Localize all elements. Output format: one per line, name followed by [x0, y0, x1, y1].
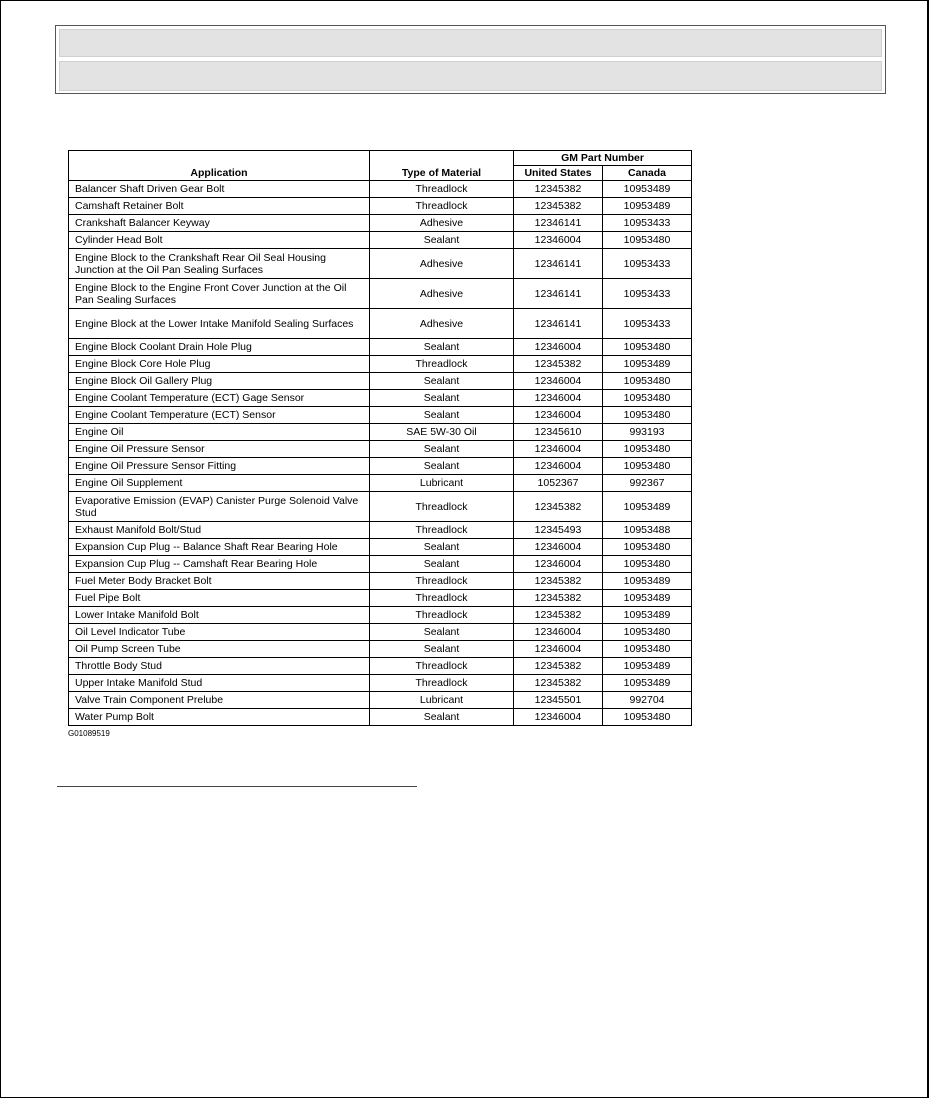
- application-cell: Engine Oil Pressure Sensor: [69, 441, 370, 458]
- material-cell: Sealant: [370, 232, 514, 249]
- material-cell: Adhesive: [370, 249, 514, 279]
- table-row: [69, 390, 692, 407]
- table-body: [69, 181, 692, 726]
- material-cell: Threadlock: [370, 522, 514, 539]
- us-part-number-cell: 12345382: [514, 607, 603, 624]
- header-title-bar: [59, 29, 882, 57]
- us-part-number-cell: 12346004: [514, 373, 603, 390]
- application-cell: Engine Block to the Crankshaft Rear Oil Seal Housing Junction at the Oil Pan Sealing Surfaces: [69, 249, 370, 279]
- canada-part-number-cell: 10953489: [603, 590, 692, 607]
- canada-part-number-cell: 992367: [603, 475, 692, 492]
- application-cell: Engine Coolant Temperature (ECT) Gage Sensor: [69, 390, 370, 407]
- canada-part-number-cell: 10953433: [603, 309, 692, 339]
- material-cell: Sealant: [370, 624, 514, 641]
- table-row: [69, 692, 692, 709]
- us-part-number-cell: 12345382: [514, 198, 603, 215]
- table-row: [69, 641, 692, 658]
- canada-part-number-cell: 10953489: [603, 181, 692, 198]
- us-part-number-cell: 12346004: [514, 232, 603, 249]
- sealers-adhesives-lubricants-table: [68, 150, 692, 726]
- material-cell: Sealant: [370, 407, 514, 424]
- canada-part-number-cell: 10953433: [603, 215, 692, 232]
- canada-part-number-cell: 10953489: [603, 607, 692, 624]
- us-part-number-cell: 12346004: [514, 641, 603, 658]
- canada-part-number-cell: 10953480: [603, 641, 692, 658]
- application-cell: Engine Oil Supplement: [69, 475, 370, 492]
- material-cell: Adhesive: [370, 215, 514, 232]
- table-row: [69, 424, 692, 441]
- us-part-number-cell: 12346141: [514, 249, 603, 279]
- material-cell: Sealant: [370, 390, 514, 407]
- canada-part-number-cell: 10953480: [603, 339, 692, 356]
- table-row: [69, 249, 692, 279]
- application-cell: Cylinder Head Bolt: [69, 232, 370, 249]
- us-part-number-cell: 12345610: [514, 424, 603, 441]
- us-part-number-cell: 12345382: [514, 658, 603, 675]
- table-row: [69, 458, 692, 475]
- material-cell: Threadlock: [370, 198, 514, 215]
- table-row: [69, 658, 692, 675]
- table-row: [69, 339, 692, 356]
- material-cell: Adhesive: [370, 279, 514, 309]
- material-cell: Threadlock: [370, 181, 514, 198]
- us-part-number-cell: 12345493: [514, 522, 603, 539]
- application-cell: Water Pump Bolt: [69, 709, 370, 726]
- canada-part-number-cell: 10953433: [603, 279, 692, 309]
- table-row: [69, 279, 692, 309]
- canada-part-number-cell: 10953480: [603, 390, 692, 407]
- material-cell: Threadlock: [370, 658, 514, 675]
- table-row: [69, 675, 692, 692]
- application-cell: Engine Coolant Temperature (ECT) Sensor: [69, 407, 370, 424]
- application-cell: Camshaft Retainer Bolt: [69, 198, 370, 215]
- column-header-united-states: United States: [514, 166, 603, 181]
- us-part-number-cell: 12346004: [514, 407, 603, 424]
- canada-part-number-cell: 10953433: [603, 249, 692, 279]
- canada-part-number-cell: 10953489: [603, 658, 692, 675]
- table-row: [69, 309, 692, 339]
- canada-part-number-cell: 10953489: [603, 492, 692, 522]
- material-cell: Lubricant: [370, 475, 514, 492]
- application-cell: Engine Block to the Engine Front Cover Junction at the Oil Pan Sealing Surfaces: [69, 279, 370, 309]
- table-row: [69, 356, 692, 373]
- application-cell: Throttle Body Stud: [69, 658, 370, 675]
- table-row: [69, 407, 692, 424]
- application-cell: Engine Block Coolant Drain Hole Plug: [69, 339, 370, 356]
- application-cell: Expansion Cup Plug -- Camshaft Rear Bearing Hole: [69, 556, 370, 573]
- canada-part-number-cell: 992704: [603, 692, 692, 709]
- material-cell: Threadlock: [370, 590, 514, 607]
- us-part-number-cell: 12346004: [514, 339, 603, 356]
- application-cell: Lower Intake Manifold Bolt: [69, 607, 370, 624]
- section-divider: [57, 786, 417, 787]
- us-part-number-cell: 12346004: [514, 624, 603, 641]
- us-part-number-cell: 12346004: [514, 441, 603, 458]
- material-cell: Sealant: [370, 641, 514, 658]
- table-row: [69, 607, 692, 624]
- material-cell: Adhesive: [370, 309, 514, 339]
- canada-part-number-cell: 10953480: [603, 556, 692, 573]
- canada-part-number-cell: 10953480: [603, 458, 692, 475]
- material-cell: Threadlock: [370, 675, 514, 692]
- material-cell: Threadlock: [370, 356, 514, 373]
- application-cell: Engine Block Core Hole Plug: [69, 356, 370, 373]
- table-row: [69, 573, 692, 590]
- table-row: [69, 624, 692, 641]
- table-row: [69, 492, 692, 522]
- canada-part-number-cell: 10953489: [603, 675, 692, 692]
- table-row: [69, 522, 692, 539]
- document-header: [55, 25, 886, 94]
- table-row: [69, 232, 692, 249]
- us-part-number-cell: 12345382: [514, 573, 603, 590]
- application-cell: Crankshaft Balancer Keyway: [69, 215, 370, 232]
- canada-part-number-cell: 10953489: [603, 198, 692, 215]
- column-header-type-of-material: Type of Material: [370, 151, 514, 181]
- us-part-number-cell: 12345382: [514, 356, 603, 373]
- table-row: [69, 441, 692, 458]
- application-cell: Engine Block Oil Gallery Plug: [69, 373, 370, 390]
- us-part-number-cell: 12346141: [514, 215, 603, 232]
- material-cell: Sealant: [370, 441, 514, 458]
- table-row: [69, 539, 692, 556]
- table-row: [69, 373, 692, 390]
- material-cell: Sealant: [370, 539, 514, 556]
- us-part-number-cell: 12346004: [514, 458, 603, 475]
- us-part-number-cell: 12346004: [514, 556, 603, 573]
- material-cell: Sealant: [370, 373, 514, 390]
- application-cell: Expansion Cup Plug -- Balance Shaft Rear Bearing Hole: [69, 539, 370, 556]
- material-cell: Threadlock: [370, 573, 514, 590]
- canada-part-number-cell: 10953480: [603, 624, 692, 641]
- table-row: [69, 709, 692, 726]
- application-cell: Oil Pump Screen Tube: [69, 641, 370, 658]
- application-cell: Upper Intake Manifold Stud: [69, 675, 370, 692]
- header-subtitle-bar: [59, 61, 882, 91]
- canada-part-number-cell: 10953489: [603, 356, 692, 373]
- us-part-number-cell: 12345501: [514, 692, 603, 709]
- canada-part-number-cell: 10953480: [603, 407, 692, 424]
- material-cell: SAE 5W-30 Oil: [370, 424, 514, 441]
- application-cell: Balancer Shaft Driven Gear Bolt: [69, 181, 370, 198]
- application-cell: Oil Level Indicator Tube: [69, 624, 370, 641]
- table-row: [69, 198, 692, 215]
- us-part-number-cell: 12345382: [514, 181, 603, 198]
- material-cell: Sealant: [370, 458, 514, 475]
- us-part-number-cell: 12346004: [514, 709, 603, 726]
- figure-id: G01089519: [68, 729, 110, 738]
- column-header-application: Application: [69, 151, 370, 181]
- table-row: [69, 475, 692, 492]
- material-cell: Sealant: [370, 709, 514, 726]
- application-cell: Exhaust Manifold Bolt/Stud: [69, 522, 370, 539]
- canada-part-number-cell: 993193: [603, 424, 692, 441]
- material-cell: Sealant: [370, 556, 514, 573]
- material-cell: Threadlock: [370, 607, 514, 624]
- us-part-number-cell: 12346141: [514, 279, 603, 309]
- table-row: [69, 556, 692, 573]
- application-cell: Engine Block at the Lower Intake Manifold Sealing Surfaces: [69, 309, 370, 339]
- application-cell: Fuel Meter Body Bracket Bolt: [69, 573, 370, 590]
- canada-part-number-cell: 10953480: [603, 539, 692, 556]
- table-row: [69, 181, 692, 198]
- canada-part-number-cell: 10953480: [603, 441, 692, 458]
- us-part-number-cell: 12346004: [514, 539, 603, 556]
- table-row: [69, 590, 692, 607]
- us-part-number-cell: 12345382: [514, 590, 603, 607]
- canada-part-number-cell: 10953480: [603, 373, 692, 390]
- column-header-gm-part-number: GM Part Number: [514, 151, 692, 166]
- application-cell: Fuel Pipe Bolt: [69, 590, 370, 607]
- material-cell: Threadlock: [370, 492, 514, 522]
- application-cell: Engine Oil Pressure Sensor Fitting: [69, 458, 370, 475]
- canada-part-number-cell: 10953480: [603, 709, 692, 726]
- table-row: [69, 215, 692, 232]
- us-part-number-cell: 12345382: [514, 675, 603, 692]
- us-part-number-cell: 12345382: [514, 492, 603, 522]
- us-part-number-cell: 12346141: [514, 309, 603, 339]
- application-cell: Engine Oil: [69, 424, 370, 441]
- us-part-number-cell: 12346004: [514, 390, 603, 407]
- material-cell: Lubricant: [370, 692, 514, 709]
- column-header-canada: Canada: [603, 166, 692, 181]
- canada-part-number-cell: 10953480: [603, 232, 692, 249]
- application-cell: Valve Train Component Prelube: [69, 692, 370, 709]
- us-part-number-cell: 1052367: [514, 475, 603, 492]
- material-cell: Sealant: [370, 339, 514, 356]
- application-cell: Evaporative Emission (EVAP) Canister Purge Solenoid Valve Stud: [69, 492, 370, 522]
- canada-part-number-cell: 10953488: [603, 522, 692, 539]
- canada-part-number-cell: 10953489: [603, 573, 692, 590]
